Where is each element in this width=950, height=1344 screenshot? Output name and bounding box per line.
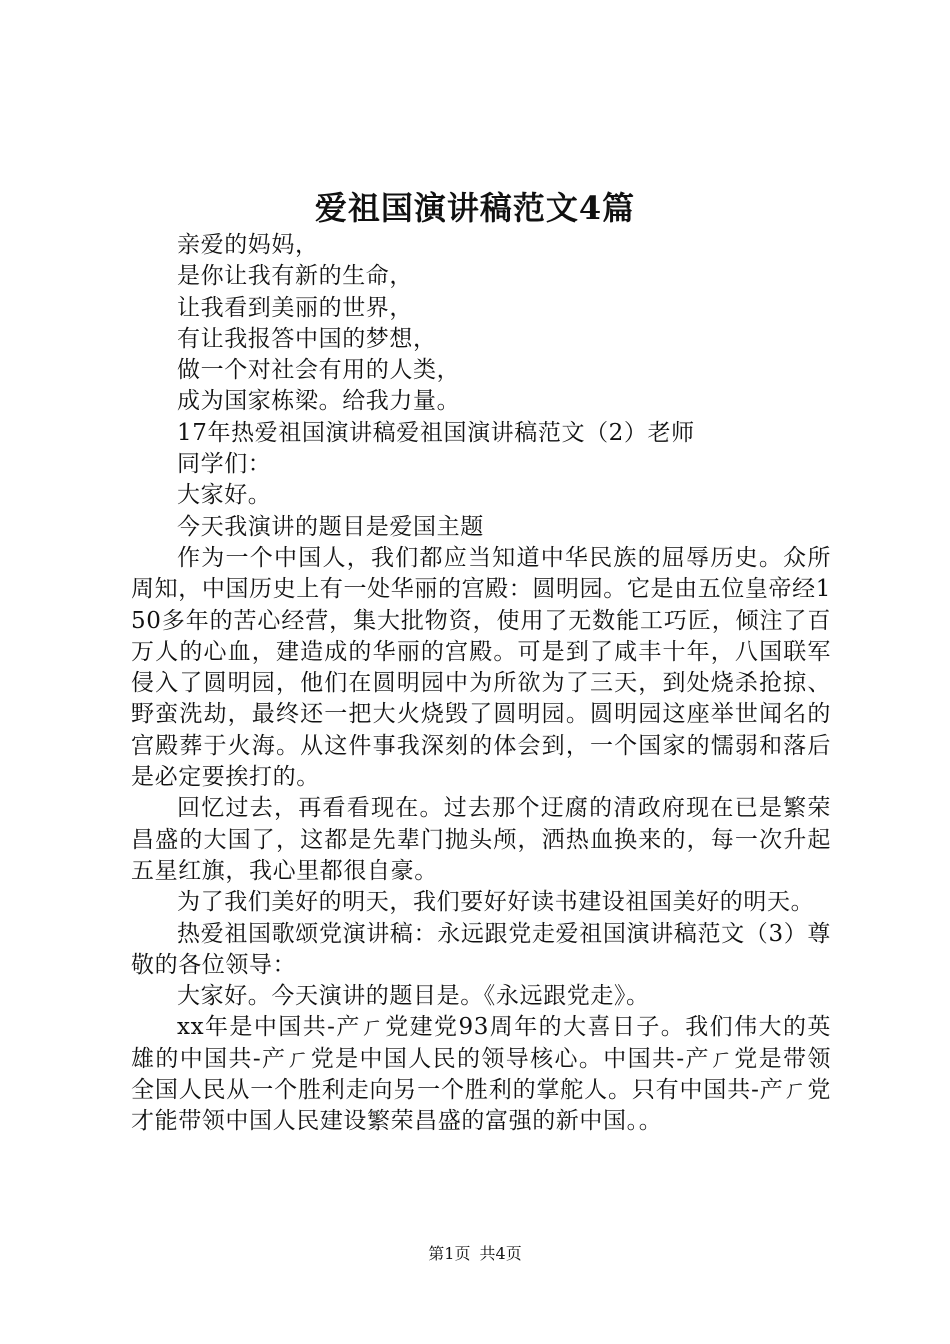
- paragraph: 亲爱的妈妈，: [177, 232, 319, 258]
- page-footer: [0, 1243, 950, 1265]
- page-total: 共4页: [479, 1244, 522, 1263]
- paragraph: 今天我演讲的题目是爱国主题: [177, 513, 484, 540]
- document-body: [131, 230, 831, 1138]
- paragraph: 作为一个中国人，我们都应当知道中华民族的屈辱历史。众所周知，中国历史上有一处华丽的宫殿：圆明园。它是由五位皇帝经150多年的苦心经营，集大批物资，使用了无数能工巧匠，倾注了百万人的心血，建造成的华丽的宫殿。可是到了咸丰十年，八国联军侵入了圆明园，他们在圆明园中为所欲为了三天，到处烧杀抢掠、野蛮洗劫，最终还一把大火烧毁了圆明园。圆明园这座举世闻名的宫殿葬于火海。从这件事我深刻的体会到，一个国家的懦弱和落后是必定要挨打的。: [131, 544, 831, 791]
- paragraph: 热爱祖国歌颂党演讲稿：永远跟党走爱祖国演讲稿范文（3）尊敬的各位领导：: [131, 920, 831, 978]
- paragraph: 回忆过去，再看看现在。过去那个迂腐的清政府现在已是繁荣昌盛的大国了，这都是先辈门抛头颅，洒热血换来的，每一次升起五星红旗，我心里都很自豪。: [131, 795, 831, 884]
- paragraph: 成为国家栋梁。给我力量。: [177, 388, 461, 415]
- paragraph: 17年热爱祖国演讲稿爱祖国演讲稿范文（2）老师: [177, 419, 695, 446]
- paragraph: 大家好。今天演讲的题目是。《永远跟党走》。: [177, 983, 650, 1010]
- paragraph: xx年是中国共-产ㄏ党建党93周年的大喜日子。我们伟大的英雄的中国共-产ㄏ党是中国人民的领导核心。中国共-产ㄏ党是带领全国人民从一个胜利走向另一个胜利的掌舵人。只有中国共-产ㄏ党才能带领中国人民建设繁荣昌盛的富强的新中国。。: [131, 1014, 831, 1135]
- paragraph: 为了我们美好的明天，我们要好好读书建设祖国美好的明天。: [177, 889, 815, 916]
- paragraph: 有让我报答中国的梦想，: [177, 325, 437, 352]
- paragraph: 让我看到美丽的世界，: [177, 294, 413, 321]
- paragraph: 做一个对社会有用的人类，: [177, 357, 461, 384]
- paragraph: 同学们：: [177, 451, 272, 478]
- document-title: 爱祖国演讲稿范文4篇: [314, 189, 636, 227]
- page-number: 第1页: [428, 1244, 471, 1263]
- paragraph: 是你让我有新的生命，: [177, 263, 413, 290]
- paragraph: 大家好。: [177, 482, 272, 509]
